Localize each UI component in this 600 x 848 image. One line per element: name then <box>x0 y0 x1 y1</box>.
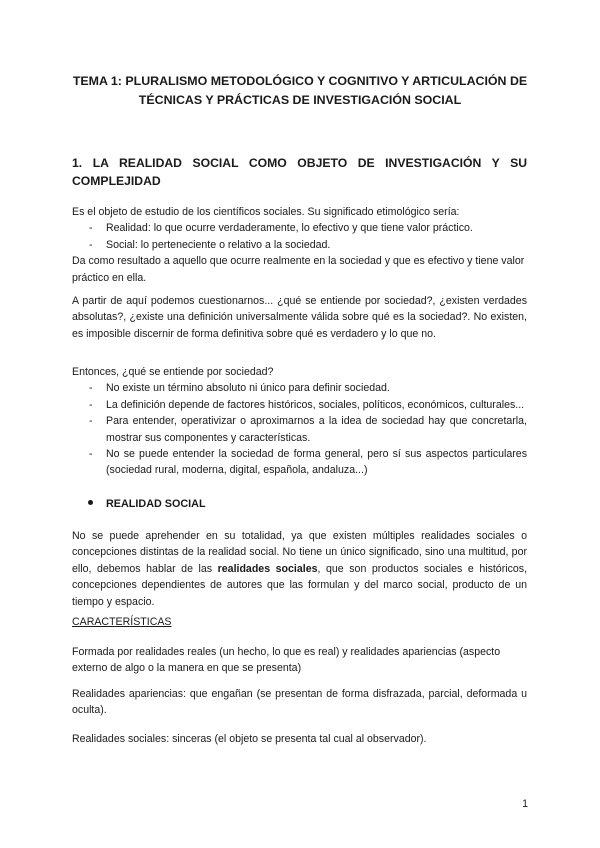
realidad-social-heading <box>88 496 206 512</box>
list-item: - Realidad: lo que ocurre verdaderamente, lo efectivo y que tiene valor práctico. <box>72 220 527 236</box>
list-item: - No existe un término absoluto ni único para definir sociedad. <box>72 380 527 396</box>
realidad-text-after: , que son productos sociales e históricos, concepciones dependientes de autores que las formulan y del marco social, producto de un tiempo y espacio. <box>72 562 528 608</box>
list-item: - Social: lo perteneciente o relativo a la sociedad. <box>72 237 527 253</box>
characteristics-paragraph-3: Realidades sociales: sinceras (el objeto se presenta tal cual al observador). <box>72 733 427 745</box>
page-number: 1 <box>522 798 528 810</box>
questions-paragraph: A partir de aquí podemos cuestionarnos... ¿qué se entiende por sociedad?, ¿existen verdades absolutas?, ¿existe una definición universalmente válida sobre qué es la sociedad?. No existen, es imposible discernir de forma definitiva sobre qué es verdadero y lo que no. <box>72 295 527 340</box>
characteristics-heading: CARACTERÍSTICAS <box>72 616 172 628</box>
intro-list <box>72 220 527 253</box>
list-item: - Para entender, operativizar o aproximarnos a la idea de sociedad hay que concretarla, mostrar sus componentes y características. <box>72 413 527 446</box>
document-title: TEMA 1: PLURALISMO METODOLÓGICO Y COGNITIVO Y ARTICULACIÓN DE TÉCNICAS Y PRÁCTICAS DE INVESTIGACIÓN SOCIAL <box>72 74 528 107</box>
intro-block <box>72 204 527 286</box>
society-question: Entonces, ¿qué se entiende por sociedad? <box>72 366 274 378</box>
realidad-text-before: No se puede aprehender en su totalidad, ya que existen múltiples realidades sociales o concepciones distintas de la realidad social. No tiene un único significado, sino una multitud, por ello, debemos hablar de las <box>72 530 527 575</box>
realidad-text-bold: realidades sociales <box>217 562 318 575</box>
bullet-icon <box>88 500 93 505</box>
list-item: - La definición depende de factores históricos, sociales, políticos, económicos, culturales... <box>72 397 527 413</box>
characteristics-paragraph-1: Formada por realidades reales (un hecho, lo que es real) y realidades apariencias (aspecto externo de algo o la manera en que se presenta) <box>72 646 501 675</box>
society-block <box>72 364 527 479</box>
list-item: - No se puede entender la sociedad de forma general, pero sí sus aspectos particulares (sociedad rural, moderna, digital, española, andaluza...) <box>72 446 527 479</box>
section-heading: 1. LA REALIDAD SOCIAL COMO OBJETO DE INVESTIGACIÓN Y SU COMPLEJIDAD <box>72 156 527 188</box>
realidad-social-label: REALIDAD SOCIAL <box>106 498 206 510</box>
characteristics-paragraph-2: Realidades apariencias: que engañan (se presentan de forma disfrazada, parcial, deformada u oculta). <box>72 688 527 717</box>
intro-paragraph: Es el objeto de estudio de los científicos sociales. Su significado etimológico sería: <box>72 206 460 218</box>
society-list <box>72 380 527 478</box>
realidad-paragraph <box>72 528 527 610</box>
intro-conclusion: Da como resultado a aquello que ocurre realmente en la sociedad y que es efectivo y tiene valor práctico en ella. <box>72 255 525 284</box>
